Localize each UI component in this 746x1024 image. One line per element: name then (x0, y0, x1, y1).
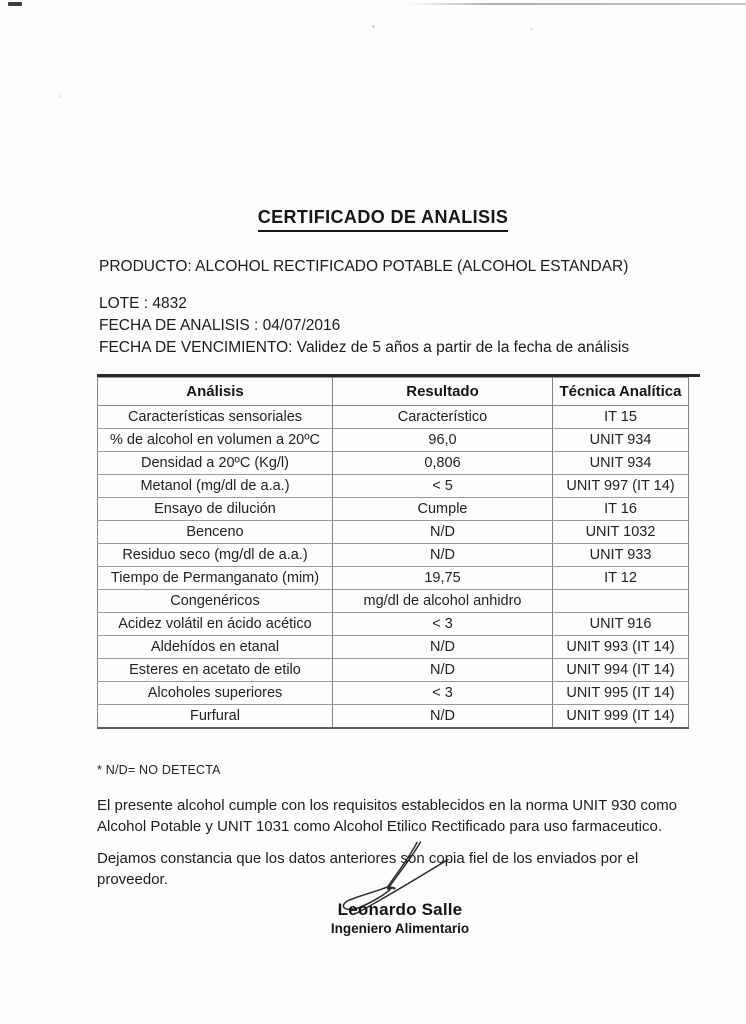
table-cell: IT 16 (553, 498, 689, 521)
table-header-row (98, 378, 689, 406)
table-cell: IT 15 (553, 406, 689, 429)
column-header-analisis: Análisis (98, 378, 333, 406)
table-cell: Esteres en acetato de etilo (98, 659, 333, 682)
scan-speck (372, 25, 375, 28)
table-cell: UNIT 997 (IT 14) (553, 475, 689, 498)
table-row (98, 590, 689, 613)
table-cell: N/D (333, 705, 553, 728)
table-cell: Ensayo de dilución (98, 498, 333, 521)
table-cell: N/D (333, 521, 553, 544)
table-row (98, 659, 689, 682)
analysis-date-line: FECHA DE ANALISIS : 04/07/2016 (99, 317, 341, 334)
disclaimer-line-2: proveedor. (97, 871, 168, 888)
table-cell: < 5 (333, 475, 553, 498)
signer-role: Ingeniero Alimentario (330, 921, 470, 936)
signature-block (310, 900, 490, 936)
table-row (98, 521, 689, 544)
table-cell: UNIT 993 (IT 14) (553, 636, 689, 659)
table-cell: UNIT 934 (553, 429, 689, 452)
table-cell: mg/dl de alcohol anhidro (333, 590, 553, 613)
table-cell: Furfural (98, 705, 333, 728)
table-cell: UNIT 999 (IT 14) (553, 705, 689, 728)
table-row (98, 406, 689, 429)
product-line: PRODUCTO: ALCOHOL RECTIFICADO POTABLE (ALCOHOL ESTANDAR) (99, 258, 629, 275)
table-row (98, 475, 689, 498)
compliance-paragraph (97, 795, 677, 837)
table-cell: UNIT 916 (553, 613, 689, 636)
table-cell: UNIT 1032 (553, 521, 689, 544)
table-row (98, 429, 689, 452)
lot-line: LOTE : 4832 (99, 295, 187, 312)
table-cell: N/D (333, 636, 553, 659)
table-cell: < 3 (333, 613, 553, 636)
expiration-line: FECHA DE VENCIMIENTO: Validez de 5 años a partir de la fecha de análisis (99, 339, 630, 356)
table-cell: Residuo seco (mg/dl de a.a.) (98, 544, 333, 567)
table-cell: % de alcohol en volumen a 20ºC (98, 429, 333, 452)
table-cell: Congenéricos (98, 590, 333, 613)
table-cell: UNIT 934 (553, 452, 689, 475)
table-cell: Características sensoriales (98, 406, 333, 429)
signer-name: Leonardo Salle (337, 900, 463, 919)
table-cell: Benceno (98, 521, 333, 544)
table-row (98, 636, 689, 659)
table-cell: 96,0 (333, 429, 553, 452)
table-row (98, 682, 689, 705)
table-row (98, 452, 689, 475)
table-cell: Cumple (333, 498, 553, 521)
analysis-table-body (98, 406, 689, 728)
compliance-line-1: El presente alcohol cumple con los requisitos establecidos en la norma UNIT 930 como (97, 797, 678, 814)
scan-artifact-edge-line (408, 3, 746, 5)
table-cell: N/D (333, 659, 553, 682)
table-cell: Metanol (mg/dl de a.a.) (98, 475, 333, 498)
column-header-resultado: Resultado (333, 378, 553, 406)
column-header-tecnica: Técnica Analítica (553, 378, 689, 406)
page-title: CERTIFICADO DE ANALISIS (258, 207, 509, 232)
nd-footnote: * N/D= NO DETECTA (97, 763, 221, 777)
table-row (98, 613, 689, 636)
table-row (98, 498, 689, 521)
analysis-table (97, 377, 689, 729)
scan-artifact-dash (8, 2, 22, 6)
table-cell: Acidez volátil en ácido acético (98, 613, 333, 636)
table-cell: UNIT 994 (IT 14) (553, 659, 689, 682)
table-cell: UNIT 995 (IT 14) (553, 682, 689, 705)
table-cell: 19,75 (333, 567, 553, 590)
table-row (98, 567, 689, 590)
scan-speck (530, 28, 533, 31)
table-cell: Característico (333, 406, 553, 429)
table-cell: 0,806 (333, 452, 553, 475)
table-cell (553, 590, 689, 613)
table-cell: IT 12 (553, 567, 689, 590)
table-row (98, 705, 689, 728)
table-cell: Tiempo de Permanganato (mim) (98, 567, 333, 590)
table-cell: Densidad a 20ºC (Kg/l) (98, 452, 333, 475)
table-cell: < 3 (333, 682, 553, 705)
scan-speck (58, 95, 61, 98)
table-cell: Aldehídos en etanal (98, 636, 333, 659)
disclaimer-line-1: Dejamos constancia que los datos anteriores son copia fiel de los enviados por el (97, 850, 639, 867)
table-row (98, 544, 689, 567)
table-cell: Alcoholes superiores (98, 682, 333, 705)
table-cell: N/D (333, 544, 553, 567)
compliance-line-2: Alcohol Potable y UNIT 1031 como Alcohol Etilico Rectificado para uso farmaceutico. (97, 818, 663, 835)
table-cell: UNIT 933 (553, 544, 689, 567)
